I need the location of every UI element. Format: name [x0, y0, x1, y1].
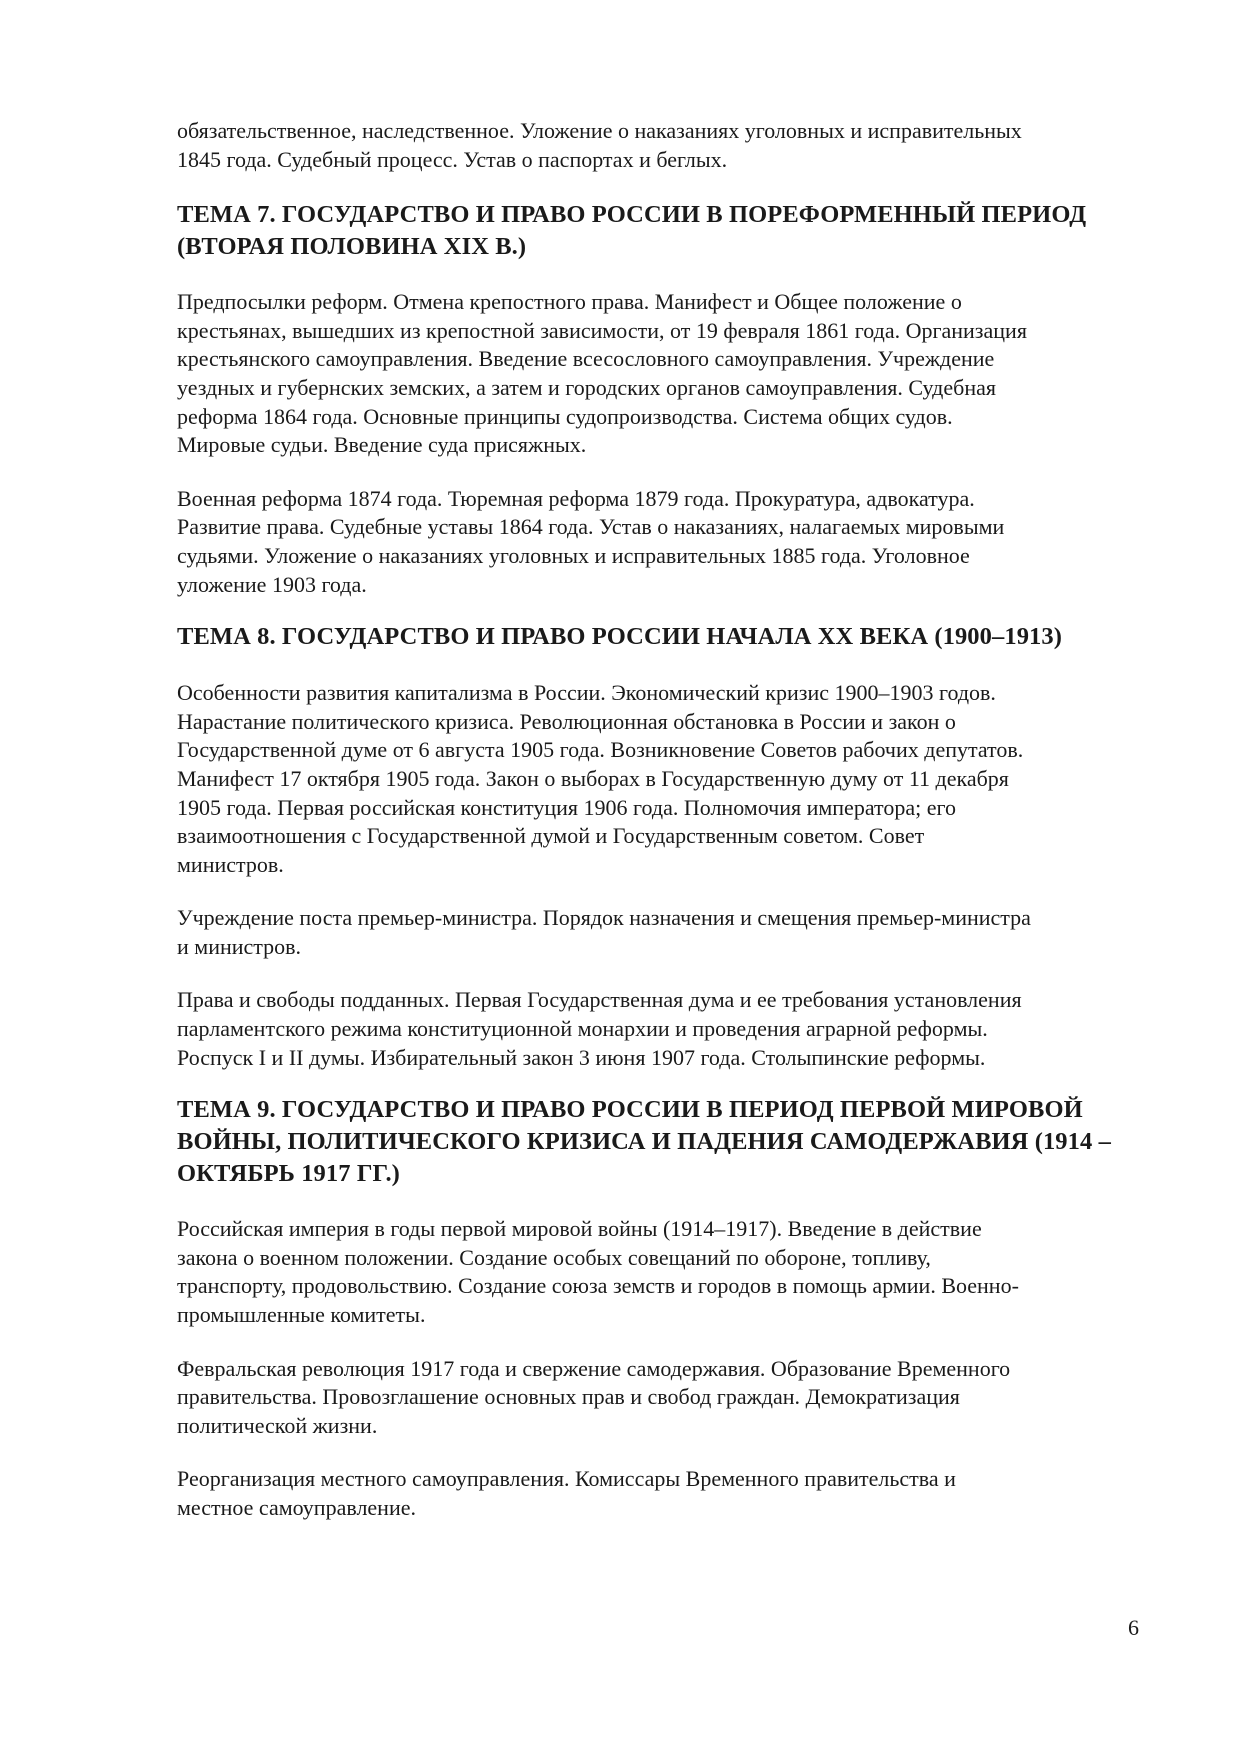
paragraph: Военная реформа 1874 года. Тюремная реформа 1879 года. Прокуратура, адвокатура. Развитие права. Судебные уставы 1864 года. Устав о наказаниях, налагаемых мировыми судьями. Уложение о наказаниях уголовных и исправительных 1885 года. Уголовное уложение 1903 года. [177, 485, 1005, 597]
paragraph: Права и свободы подданных. Первая Государственная дума и ее требования установления парламентского режима конституционной монархии и проведения аграрной реформы. Роспуск I и II думы. Избирательный закон 3 июня 1907 года. Столыпинские реформы. [177, 987, 1022, 1070]
page-number: 6 [1128, 1615, 1139, 1640]
paragraph: Особенности развития капитализма в России. Экономический кризис 1900–1903 годов. Нарастание политического кризиса. Революционная обстановка в России и закон о Государственной думе от 6 августа 1905 года. Возникновение Советов рабочих депутатов. Манифест 17 октября 1905 года. Закон о выборах в Государственную думу от 11 декабря 1905 года. Первая российская конституция 1906 года. Полномочия императора; его взаимоотношения с Государственной думой и Государственным советом. Совет министров. [177, 680, 1024, 877]
paragraph: Реорганизация местного самоуправления. Комиссары Временного правительства и местное самоуправление. [177, 1466, 956, 1520]
document-page [177, 117, 1157, 1523]
paragraph: обязательственное, наследственное. Уложение о наказаниях уголовных и исправительных 1845 года. Судебный процесс. Устав о паспортах и беглых. [177, 118, 1022, 172]
paragraph: Февральская революция 1917 года и свержение самодержавия. Образование Временного правительства. Провозглашение основных прав и свобод граждан. Демократизация политической жизни. [177, 1355, 1011, 1438]
paragraph: Предпосылки реформ. Отмена крепостного права. Манифест и Общее положение о крестьянах, вышедших из крепостной зависимости, от 19 февраля 1861 года. Организация крестьянского самоуправления. Введение всесословного самоуправления. Учреждение уездных и губернских земских, а затем и городских органов самоуправления. Судебная реформа 1864 года. Основные принципы судопроизводства. Система общих судов. Мировые судьи. Введение суда присяжных. [177, 289, 1027, 458]
section-heading-8: ТЕМА 8. ГОСУДАРСТВО И ПРАВО РОССИИ НАЧАЛА XX ВЕКА (1900–1913) [177, 623, 1063, 651]
section-heading-7: ТЕМА 7. ГОСУДАРСТВО И ПРАВО РОССИИ В ПОРЕФОРМЕННЫЙ ПЕРИОД (ВТОРАЯ ПОЛОВИНА XIX В.) [177, 201, 1087, 261]
paragraph: Российская империя в годы первой мировой войны (1914–1917). Введение в действие закона о военном положении. Создание особых совещаний по обороне, топливу, транспорту, продовольствию. Создание союза земств и городов в помощь армии. Военно- промышленные комитеты. [177, 1216, 1019, 1328]
section-heading-9: ТЕМА 9. ГОСУДАРСТВО И ПРАВО РОССИИ В ПЕРИОД ПЕРВОЙ МИРОВОЙ ВОЙНЫ, ПОЛИТИЧЕСКОГО КРИЗИСА И ПАДЕНИЯ САМОДЕРЖАВИЯ (1914 – ОКТЯБРЬ 1917 ГГ.) [177, 1096, 1111, 1188]
paragraph: Учреждение поста премьер-министра. Порядок назначения и смещения премьер-министра и министров. [177, 905, 1031, 959]
